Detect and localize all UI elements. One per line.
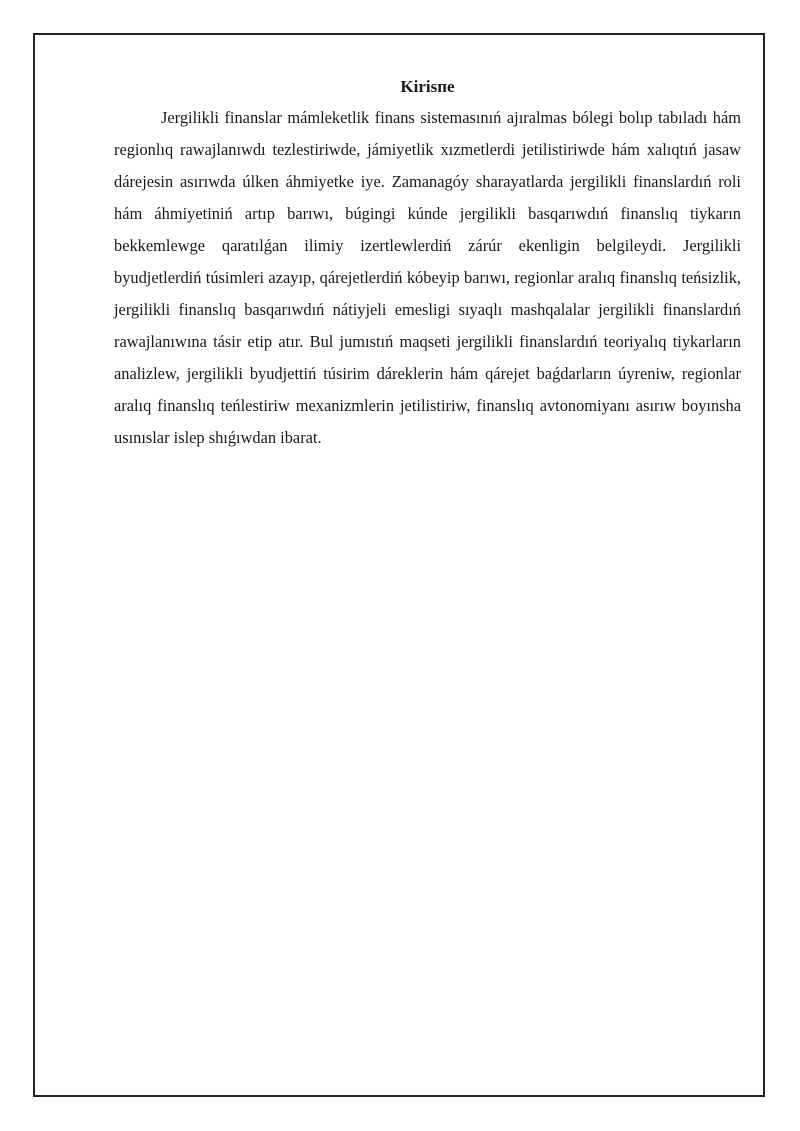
body-paragraph: Jergilikli finanslar mámleketlik finans sistemasınıń ajıralmas bólegi bolıp tabıladı hám regionlıq rawajlanıwdı tezlestiriwde, jámiyetlik xızmetlerdi jetilistiriwde hám xalıqtıń jasaw dárejesin asırıwda úlken áhmiyetke iye. Zamanagóy sharayatlarda jergilikli finanslardıń roli hám áhmiyetiniń artıp barıwı, búgingi kúnde jergilikli basqarıwdıń finanslıq tiykarın bekkemlewge qaratılǵan ilimiy izertlewlerdiń zárúr ekenligin belgileydi. Jergilikli byudjetlerdiń túsimleri azayıp, qárejetlerdiń kóbeyip barıwı, regionlar aralıq finanslıq teńsizlik, jergilikli finanslıq basqarıwdıń nátiyjeli emesligi sıyaqlı mashqalalar jergilikli finanslardıń rawajlanıwına tásir etip atır. Bul jumıstıń maqseti jergilikli finanslardıń teoriyalıq tiykarların analizlew, jergilikli byudjettiń túsirim dáreklerin hám qárejet baǵdarların úyreniw, regionlar aralıq finanslıq teńlestiriw mexanizmlerin jetilistiriw, finanslıq avtonomiyanı asırıw boyınsha usınıslar islep shıǵıwdan ibarat. bbox=[114, 108, 741, 447]
document-body bbox=[114, 76, 741, 454]
section-heading: Kirisпe bbox=[400, 77, 455, 96]
